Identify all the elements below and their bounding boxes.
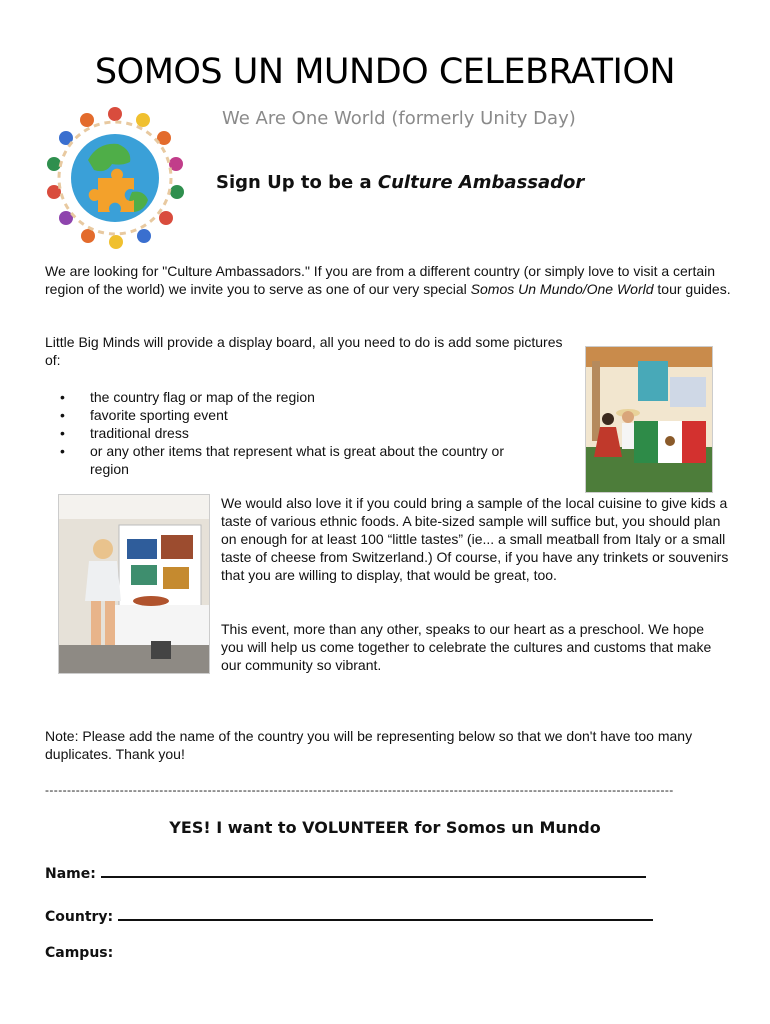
page-subtitle: We Are One World (formerly Unity Day) [222, 108, 576, 129]
list-item: • favorite sporting event [60, 406, 540, 424]
display-items-list [60, 388, 540, 478]
name-label: Name: [45, 866, 101, 882]
heart-paragraph: This event, more than any other, speaks to our heart as a preschool. We hope you will help us come together to celebrate the cultures and customs that make our community so vibrant. [221, 621, 712, 673]
cut-line-divider: ----------------------------------------------------------------------------------------------------------------------------------------------- [45, 783, 674, 797]
name-field[interactable] [101, 862, 646, 878]
intro-paragraph [45, 262, 735, 298]
page-title: SOMOS UN MUNDO CELEBRATION [94, 52, 676, 92]
name-row [45, 862, 646, 882]
signup-heading [216, 172, 584, 193]
list-item: • or any other items that represent what is great about the country or region [60, 442, 540, 478]
intro-italic: Somos Un Mundo/One World [470, 281, 654, 297]
volunteer-heading: YES! I want to VOLUNTEER for Somos un Mundo [169, 818, 601, 837]
display-board-photo [58, 494, 210, 674]
intro-text: We are looking for "Culture Ambassadors." If you are from a different country (or simply love to visit a certain region of the world) we invite you to serve as one of our very special [45, 263, 716, 297]
campus-row [45, 945, 113, 961]
signup-emphasis: Culture Ambassador [377, 172, 585, 193]
note-paragraph: Note: Please add the name of the country you will be representing below so that we don't have too many duplicates. Thank you! [45, 728, 693, 762]
cuisine-paragraph: We would also love it if you could bring a sample of the local cuisine to give kids a taste of various ethnic foods. A bite-sized sample will suffice but, you should plan on enough for at least 100 “little tastes” (ie... a small meatball from Italy or a small taste of cheese from Switzerland.) Of course, if you have any trinkets or souvenirs that you are willing to display, that would be great, too. [221, 495, 729, 583]
display-paragraph: Little Big Minds will provide a display board, all you need to do is add some pictures of: [45, 334, 563, 368]
list-item: • the country flag or map of the region [60, 388, 540, 406]
globe-icon [40, 100, 190, 250]
campus-label: Campus: [45, 945, 114, 961]
kids-flag-photo [585, 346, 713, 493]
list-item: • traditional dress [60, 424, 540, 442]
country-field[interactable] [118, 905, 653, 921]
country-row [45, 905, 653, 925]
world-children-logo [40, 100, 190, 250]
country-label: Country: [45, 909, 119, 925]
intro-text-end: tour guides. [653, 281, 731, 297]
signup-prefix: Sign Up to be a [216, 172, 378, 193]
